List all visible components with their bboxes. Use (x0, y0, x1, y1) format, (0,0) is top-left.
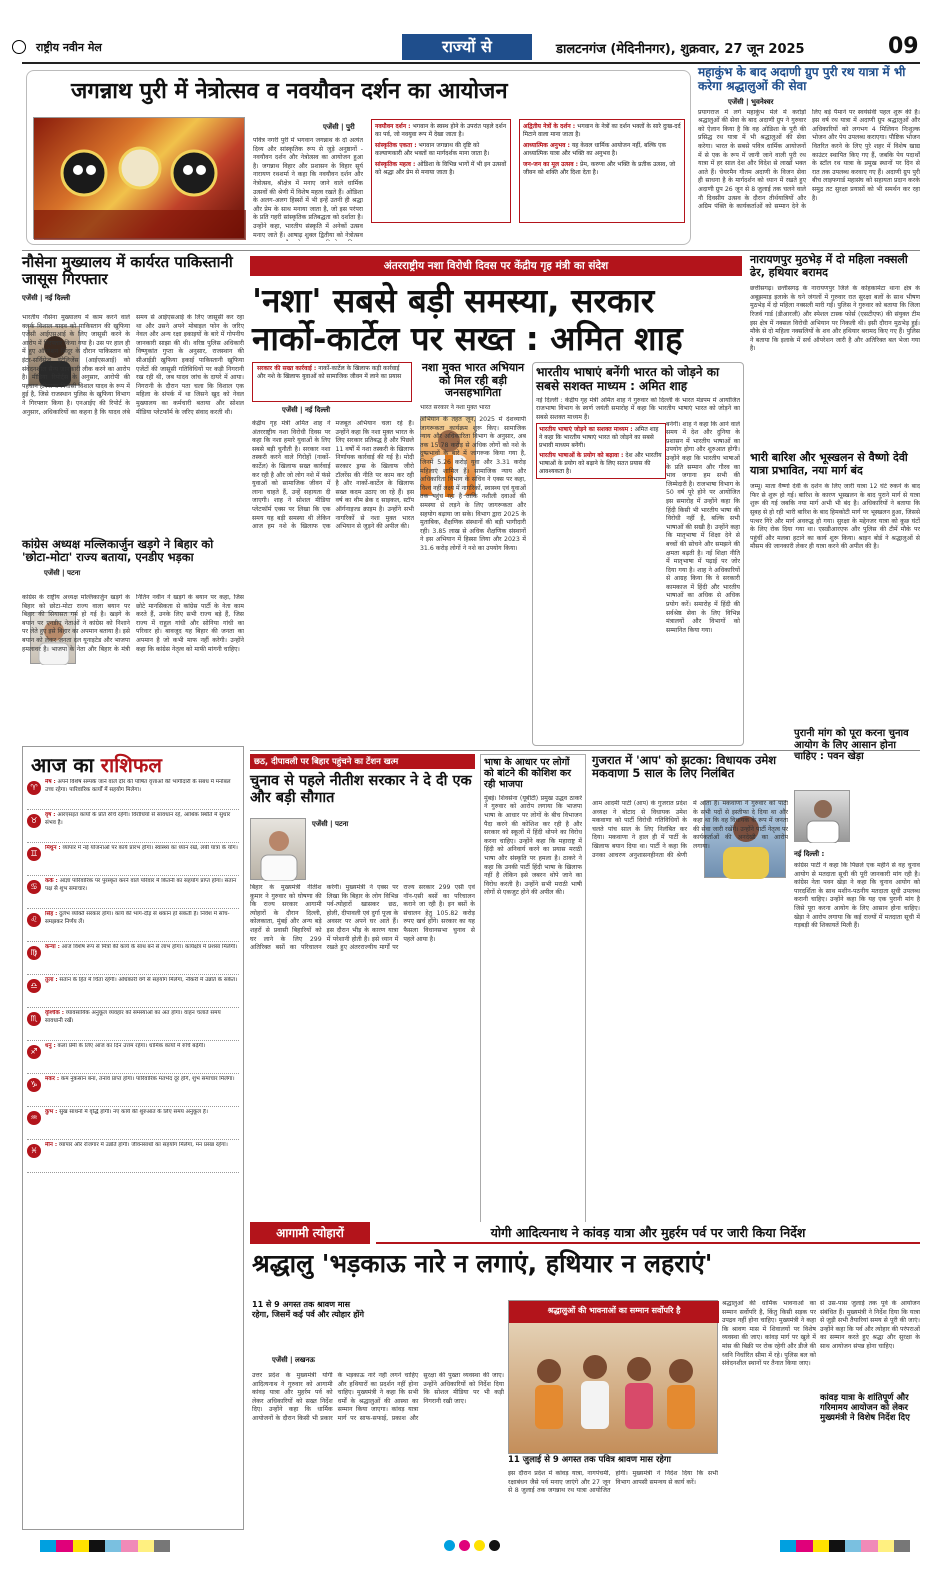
nitish-photo (250, 818, 306, 880)
zodiac-text (45, 878, 239, 909)
jagannath-box-1 (371, 119, 511, 223)
box-item: सांस्कृतिक एकता : भगवान जगन्नाथ की दृष्टि को कल्याणकारी और भक्तों का मार्गदर्शक माना जाता है। (375, 142, 490, 157)
zodiac-prediction: आज विशेष रूप से मित्रों की कार्य के साथ बने से लाभ होगा। कार्यक्षेत्र में प्रशंसा मिलेगी। (61, 944, 238, 950)
mahakumbh-byline: एजेंसी | भुवनेश्वर (728, 97, 774, 106)
color-dots-center (444, 1540, 504, 1552)
narayanpur-body: छत्तीसगढ़। छत्तीसगढ़ के नारायणपुर जिले के कोहकामेटा थाना क्षेत्र के अबूझमाड़ इलाके के घने जंगलों में गुरुवार रात सुरक्षा बलों के साथ भीषण मुठभेड़ में दो महिला नक्सली मारी गईं। पुलिस ने गुरुवार को बताया कि जिला रिजर्व गार्ड (डीआरजी) और स्पेशल टास्क फोर्स (एसटीएफ) की संयुक्त टीम इस क्षेत्र में नक्सल विरोधी अभियान पर निकली थी। इसी दौरान मुठभेड़ हुई। मौके से दो महिला नक्सलियों के शव और हथियार बरामद किए गए हैं। पुलिस ने बताया कि इलाके में सर्च ऑपरेशन जारी है और अतिरिक्त बल भेजा गया है। (750, 285, 920, 353)
zodiac-name: कन्या : (45, 944, 60, 950)
pawan-khera-photo (794, 790, 850, 842)
lead-inset (420, 362, 526, 746)
nitish-kicker: छठ, दीपावली पर बिहार पहुंचने का टेंशन खत्म (250, 754, 475, 769)
vaishno-story (750, 452, 920, 724)
jagannath-body-col1: पवित्र नगरी पुरी में भगवान जगन्नाथ के दो अत्यंत दिव्य और सांस्कृतिक रूप से जुड़े अनुष्ठानों - नवयौवन दर्शन और नेत्रोत्सव का आयोजन हुआ है। जगन्नाथ विहार और प्रशासन के विहार सूर्य नारायण रथशर्मा ने कहा कि नवयौवन दर्शन और नेत्रोत्सव, श्रीक्षेत्र में मनाए जाने वाले धार्मिक उत्सवों की श्रेणी में विशेष महत्व रखते हैं। ओडिशा के अलग-अलग हिस्सों में भी इन्हें उतनी ही श्रद्धा और प्रेम के साथ मनाया जाता है, जो इस परंपरा के प्रति गहरी सांस्कृतिक प्रतिबद्धता को दर्शाता है। उन्होंने कहा, भारतीय संस्कृति में अनेकों उत्सव मनाए जाते हैं। आषाढ़ शुक्ल द्वितीया को नेत्रोत्सव (253, 137, 363, 239)
navy-body: भारतीय नौसेना मुख्यालय में काम करने वाले क्लर्क विशाल यादव को पाकिस्तान की खुफिया एजेंसी आईएसआई के लिए जासूसी करने के आरोप में गिरफ्तार किया गया है। उस पर हाल ही में हुए ऑपरेशन सिंदूर के दौरान पाकिस्तान को इंटर-सर्विसेज इंटेलिजेंस (आईएसआई) को संवेदनशील सैन्य जानकारी लीक करने का आरोप है। मीडिया रिपोर्ट्स के अनुसार, आरोपी की पहचान हरियाणा निवासी विशाल यादव के रूप में हुई है, जिसे राजस्थान पुलिस के खुफिया विभाग ने गिरफ्तार किया है। एनआईए की रिपोर्ट के अनुसार, अधिकारियों का कहना है कि यादव लंबे समय से आईएसआई के लिए जासूसी कर रहा था और उसने अपने मोबाइल फोन के जरिए नेवल और अन्य रक्षा इकाइयों के बारे में गोपनीय जानकारी साझा की थी। वरिष्ठ पुलिस अधिकारी विष्णुकांत गुप्ता के अनुसार, राजस्थान की सीआईडी खुफिया इकाई पाकिस्तानी खुफिया एजेंटों की जासूसी गतिविधियों पर कड़ी निगरानी रख रही थी, जब यादव जांच के दायरे में आया। निगरानी के दौरान पता चला कि विशाल एक महिला के संपर्क में था जिसने खुद को नेवल मुख्यालय का कर्मचारी बताया और सोशल मीडिया प्लेटफॉर्म के जरिए संवाद करती थी। (22, 314, 244, 416)
zodiac-row (27, 1140, 239, 1173)
narayanpur-story (750, 254, 920, 450)
zodiac-sign-icon: ♉ (27, 814, 41, 828)
bhasha-body: मुंबई। शिवसेना (यूबीटी) प्रमुख उद्धव ठाकरे ने गुरुवार को आरोप लगाया कि भाजपा भाषा के आधार पर लोगों के बीच विभाजन पैदा करने की कोशिश कर रही है और सरकार को स्कूलों में हिंदी थोपने का विरोध करना चाहिए। उन्होंने कहा कि महाराष्ट्र में हिंदी को अनिवार्य करने का प्रयास मराठी भाषा और संस्कृति पर हमला है। ठाकरे ने कहा कि उनकी पार्टी हिंदी भाषा के खिलाफ नहीं है लेकिन इसे जबरन थोपे जाने का विरोध करती है। उन्होंने सभी मराठी भाषी लोगों से एकजुट होने की अपील की। (484, 794, 582, 897)
zodiac-sign-icon: ♊ (27, 847, 41, 861)
language-box (536, 423, 666, 479)
zodiac-text (45, 1076, 235, 1107)
rashifal-title: आज का राशिफल (31, 753, 162, 777)
lead-body: केंद्रीय गृह मंत्री अमित शाह ने अंतरराष्ट्रीय नशा विरोधी दिवस पर कहा कि नशा हमारे युवाओं के लिए सबसे बड़ी चुनौती है। सरकार नशा तस्करी करने वाले गिरोहों (नार्को-कार्टेल) के खिलाफ सख्त कार्रवाई कर रही है और जो लोग नशे में फंसे युवाओं को सामाजिक जीवन में लाना चाहते हैं, उन्हें सहायता दी जाएगी। शाह ने सोशल मीडिया प्लेटफॉर्म एक्स पर लिखा कि एक समय यह बड़ी समस्या थी लेकिन आज हम नशे के खिलाफ एक मजबूत अभियान चला रहे हैं। उन्होंने कहा कि नशा मुक्त भारत के लिए सरकार प्रतिबद्ध है और पिछले 11 वर्षों में नशा तस्करी के खिलाफ निर्णायक कार्रवाई की गई है। मोदी सरकार ड्रग्स के खिलाफ जीरो टॉलरेंस की नीति पर काम कर रही है और नार्को-कार्टेल के खिलाफ सख्त कदम उठाए जा रहे हैं। इस वर्ष का थीम ब्रेक द साइकल, स्टॉप ऑर्गनाइज्ड क्राइम है। उन्होंने सभी नागरिकों से नशा मुक्त भारत अभियान से जुड़ने की अपील की। (252, 420, 414, 531)
zodiac-sign-icon: ♑ (27, 1078, 41, 1092)
zodiac-name: वृष : (45, 812, 56, 818)
zodiac-text (45, 911, 239, 942)
purani-byline: नई दिल्ली : (794, 850, 825, 858)
language-headline: भारतीय भाषाएं बनेंगी भारत को जोड़ने का सबसे सशक्त माध्यम : अमित शाह (536, 365, 720, 393)
upcoming-right-heading: कांवड़ यात्रा के शांतिपूर्ण और गरिमामय आयोजन को लेकर मुख्यमंत्री ने विशेष निर्देश दिए (820, 1393, 910, 1423)
zodiac-row (27, 942, 239, 975)
gujarat-headline: गुजरात में 'आप' को झटका: विधायक उमेश मकवाणा 5 साल के लिए निलंबित (592, 753, 777, 781)
yogi-meeting-photo (508, 1300, 718, 1454)
page-number: 09 (888, 34, 919, 59)
zodiac-text (45, 1142, 228, 1173)
zodiac-name: कुंभ : (45, 1109, 58, 1115)
nitish-body: बिहार के मुख्यमंत्री नीतीश कुमार ने गुरुवार को घोषणा की कि राज्य सरकार आगामी त्योहारों के दौरान दिल्ली, कोलकाता, मुंबई और अन्य बड़े शहरों से प्रवासी बिहारियों को घर लाने के लिए 299 अतिरिक्त बसों का परिचालन करेगी। मुख्यमंत्री ने एक्स पर लिखा कि बिहार के लोग विभिन्न पर्व-त्योहारों खासकर छठ, होली, दीपावली एवं दुर्गा पूजा के अवसर पर अपने घर आते हैं। इस दौरान भीड़ के कारण यात्रा में परेशानी होती है। इसे ध्यान में रखते हुए अंतरराज्यीय मार्गों पर राज्य सरकार 299 एसी एवं नॉन-एसी बसों का परिचालन कराने जा रही है। इन बसों के संचालन हेतु 105.82 करोड़ रुपए खर्च होंगे। सरकार का यह फैसला विधानसभा चुनाव से पहले आया है। (250, 884, 475, 952)
lead-headline-2: नार्को-कार्टेल पर सख्त : अमित शाह (252, 319, 683, 358)
purani-headline: पुरानी मांग को पूरा करना चुनाव आयोग के लिए आसान होना चाहिए : पवन खेड़ा (794, 728, 909, 762)
jagannath-photo (33, 117, 245, 239)
zodiac-row (27, 777, 239, 810)
box-item: सांस्कृतिक महत्व : ओडिशा के विभिन्न भागों में भी इन उत्सवों को श्रद्धा और प्रेम से मनाया जाता है। (375, 161, 507, 176)
zodiac-row (27, 1008, 239, 1041)
color-bar-right (780, 1540, 910, 1552)
upcoming-body-2b: इस दौरान प्रदेश में कांवड़ यात्रा, नागपंचमी, रक्षाबंधन जैसे पर्व मनाए जाएंगे और 27 जून से 8 जुलाई तक जगन्नाथ रथ यात्रा आयोजित होगी। मुख्यमंत्री ने निर्देश दिया कि सभी विभाग आपसी समन्वय से कार्य करें। (508, 1470, 718, 1495)
bhasha-headline: भाषा के आधार पर लोगों को बांटने की कोशिश कर रही भाजपा (484, 757, 572, 790)
zodiac-text (45, 812, 239, 843)
zodiac-name: वृश्चिक : (45, 1010, 64, 1016)
upcoming-body-2: श्रद्धालुओं की धार्मिक भावनाओं का सम्मान सर्वोपरि है, किंतु किसी सड़क पर उपद्रव नहीं होना चाहिए। मुख्यमंत्री ने कहा कि श्रावण मास में शिवालयों पर विशेष व्यवस्था की जाए। कांवड़ मार्ग पर खुले में मांस की बिक्री पर रोक रहेगी और डीजे की ध्वनि निर्धारित सीमा में रहे। पुलिस बल को संवेदनशील स्थानों पर तैनात किया जाए। (722, 1300, 816, 1368)
zodiac-prediction: आरएसइत कार्यों के प्रति रुचि रहेगी। विरोधियों से सावधान रहें, आर्थिक स्थिति में सुधार संभव है। (45, 812, 231, 826)
congress-headline: कांग्रेस अध्यक्ष मल्लिकार्जुन खड़गे ने बिहार को 'छोटा-मोटा' राज्य बताया, एनडीए भड़का (22, 537, 214, 565)
zodiac-prediction: व्यापार और रोजगार में उन्नति होगी। जीवनसाथी का सहयोग मिलेगा, मन प्रसन्न रहेगा। (58, 1142, 228, 1148)
purani-story (794, 728, 920, 1226)
zodiac-text (45, 845, 238, 876)
zodiac-sign-icon: ♏ (27, 1012, 41, 1026)
language-lead: नई दिल्ली : केंद्रीय गृह मंत्री अमित शाह ने गुरुवार को दिल्ली के भारत मंडपम में आयोजित राजभाषा विभाग के स्वर्ण जयंती समारोह में कहा कि भारतीय भाषाएं भारत को जोड़ने का सबसे सशक्त माध्यम हैं। (536, 396, 740, 421)
zodiac-text (45, 1109, 208, 1140)
upcoming-right (820, 1300, 920, 1534)
zodiac-prediction: सुख साधनों में वृद्धि होगी। नए कार्य की शुरुआत के लिए समय अनुकूल है। (59, 1109, 208, 1115)
place-date: डालटनगंज (मेदिनीनगर), शुक्रवार, 27 जून 2025 (556, 42, 805, 57)
congress-byline: एजेंसी | पटना (44, 569, 81, 578)
jagannath-byline: एजेंसी | पुरी (323, 123, 355, 131)
highlight-item: सरकार की सख्त कार्रवाई : नार्को-कार्टेल के खिलाफ कड़ी कार्रवाई और नशे के खिलाफ युवाओं को सामाजिक जीवन में लाने का प्रयास (257, 365, 402, 380)
zodiac-name: मिथुन : (45, 845, 61, 851)
navy-headline: नौसेना मुख्यालय में कार्यरत पाकिस्तानी जासूस गिरफ्तार (22, 253, 233, 289)
zodiac-row (27, 1074, 239, 1107)
bhasha-story (480, 754, 586, 1226)
zodiac-sign-icon: ♓ (27, 1144, 41, 1158)
lead-kicker: अंतरराष्ट्रीय नशा विरोधी दिवस पर केंद्रीय गृह मंत्री का संदेश (250, 256, 742, 276)
upcoming-box-heading: 11 जुलाई से 9 अगस्त तक पवित्र श्रावण मास रहेगा (508, 1455, 671, 1465)
navy-byline: एजेंसी | नई दिल्ली (22, 293, 71, 302)
zodiac-sign-icon: ♎ (27, 979, 41, 993)
inset-body: अभियान के तहत जून, 2025 में देशव्यापी जागरूकता कार्यक्रम शुरू किए। सामाजिक न्याय और अधिकारिता विभाग के अनुसार, अब तक 15.78 करोड़ से अधिक लोगों को नशे के दुष्प्रभावों के बारे में जागरूक किया गया है, जिनमें 5.26 करोड़ युवा और 3.31 करोड़ महिलाएं शामिल हैं। सामाजिक न्याय और अधिकारिता विभाग के सचिव ने एक्स पर कहा, विश्व नहीं लक्ष्य में नागरिकों, स्वास्थ्य एवं युवाओं तक पहुंच रहा है ताकि नशीली दवाओं की समस्या से लड़ने के लिए जागरूकता और सहयोग बढ़ाया जा सके। विभाग द्वारा 2025 के मुताबिक, शैक्षणिक संस्थानों की बड़ी भागीदारी रही। 3.85 लाख से अधिक शैक्षणिक संस्थानों ने इस अभियान में हिस्सा लिया और 2023 में 31.6 करोड़ लोगों ने नशे का उपयोग किया। (420, 416, 526, 552)
zodiac-text (45, 1043, 205, 1074)
zodiac-sign-icon: ♍ (27, 946, 41, 960)
congress-story (22, 538, 244, 744)
box-item: जन-जन का मूल उत्सव : प्रेम, करुणा और भक्ति के प्रतीक उत्सव, जो जीवन को शक्ति और दिशा देता है। (523, 161, 676, 176)
zodiac-prediction: कला प्रेमी के लिए आज का दिन उत्तम रहेगा। धार्मिक कार्यों में रुचि बढ़ेगी। (57, 1043, 206, 1049)
upcoming-side-note: 11 से 9 अगस्त तक श्रावण मास रहेगा, जिसमें कई पर्व और त्योहार होंगे (252, 1300, 365, 1319)
zodiac-row (27, 843, 239, 876)
zodiac-prediction: दुर्लभ व्यक्ति सरकार होगा। कार्य की भाग-दौड़ से थकान हो सकती है। निवेश में सोच-समझकर निर्णय लें। (45, 911, 230, 925)
box-item: भारतीय भाषाओं के प्रयोग को बढ़ावा : देश और भारतीय भाषाओं के प्रयोग को बढ़ाने के लिए सतत प्रयास की आवश्यकता है। (539, 451, 662, 475)
divider (22, 250, 920, 251)
nitish-story (250, 754, 475, 1226)
registration-mark-icon (12, 40, 26, 54)
zodiac-row (27, 810, 239, 843)
vaishno-body: जम्मू। माता वैष्णो देवी के दर्शन के लिए जारी यात्रा 12 घंटे रुकने के बाद फिर से शुरू हो गई। बारिश के कारण भूस्खलन के बाद पुराने मार्ग से यात्रा शुरू की गई जबकि नया मार्ग अभी भी बंद है। अधिकारियों ने बताया कि सुबह से हो रही भारी बारिश के बाद हिमकोटी मार्ग पर भूस्खलन हुआ, जिससे पत्थर गिरे और मार्ग अवरुद्ध हो गया। सुरक्षा के मद्देनजर यात्रा को कुछ घंटों के लिए रोक दिया गया था। एसडीआरएफ और पुलिस की टीमें मौके पर पहुंचीं और मलबा हटाने का कार्य शुरू किया। श्राइन बोर्ड ने श्रद्धालुओं से मौसम की जानकारी लेकर ही यात्रा करने की अपील की है। (750, 483, 920, 551)
jagannath-headline: जगन्नाथ पुरी में नेत्रोत्सव व नवयौवन दर्शन का आयोजन (71, 79, 508, 104)
zodiac-sign-icon: ♐ (27, 1045, 41, 1059)
nitish-headline: चुनाव से पहले नीतीश सरकार ने दे दी एक और बड़ी सौगात (250, 773, 472, 806)
zodiac-text (45, 779, 239, 810)
zodiac-sign-icon: ♋ (27, 880, 41, 894)
upcoming-byline: एजेंसी | लखनऊ (272, 1356, 315, 1364)
box-item: नवयौवन दर्शन : भगवान के स्वस्थ होने के उपरांत पहले दर्शन का पर्व, जो नवयुवा रूप में देखा जाता है। (375, 123, 507, 138)
mahakumbh-body: प्रयागराज में लगे महाकुंभ मेले में करोड़ों श्रद्धालुओं की सेवा के बाद अदाणी ग्रुप ने गुरुवार को ऐलान किया है कि वह ओडिशा के पुरी की प्रसिद्ध रथ यात्रा में भी श्रद्धालुओं की सेवा करेगा। भारत के सबसे पवित्र धार्मिक आयोजनों में से एक के रूप में जानी जाने वाली पुरी रथ यात्रा में हर साल देश और विदेश से लाखों भक्त आते हैं। चेयरमैन गौतम अदाणी के विजन सेवा ही साधना है के मार्गदर्शन को ध्यान में रखते हुए अदाणी ग्रुप 26 जून से 8 जुलाई तक चलने वाले नौ दिवसीय उत्सव के दौरान तीर्थयात्रियों और अग्रिम पंक्ति के कार्यकर्ताओं को सम्मान देने के लिए बड़े पैमाने पर स्वयंसेवी पहल शुरू की है। इस वर्ष रथ यात्रा में अदाणी ग्रुप श्रद्धालुओं और अधिकारियों को लगभग 4 मिलियन निःशुल्क भोजन और पेय उपलब्ध कराएगा। पौष्टिक भोजन वितरित करने के लिए पुरे शहर में विशेष खाद्य काउंटर स्थापित किए गए हैं, जबकि पेय पदार्थों के स्टॉल रथ यात्रा के प्रमुख स्थानों पर दिन से रात तक उपलब्ध करवाए गए हैं। अदाणी ग्रुप पुरी बीच लाइफगार्ड महासंघ को सहायता प्रदान करके समुद्र तट सुरक्षा प्रयासों को भी समर्थन कर रहा है। (698, 108, 920, 211)
zodiac-row (27, 1107, 239, 1140)
lead-highlight (252, 362, 412, 402)
zodiac-sign-icon: ♒ (27, 1111, 41, 1125)
congress-body: कांग्रेस के राष्ट्रीय अध्यक्ष मल्लिकार्जुन खड़गे के बिहार को छोटा-मोटा राज्य वाला बयान पर बिहार की सियासत गर्म हो गई है। खड़गे के बयान पर एनडीए नेताओं ने कांग्रेस को निशाने पर लेते हुए इसे बिहार का अपमान बताया है। इसे बयान को लेकर जनता दल यूनाइटेड और भाजपा हमलावर है। भाजपा के नेता और बिहार के मंत्री नितिन नवीन ने खड़गे के बयान पर कहा, जिस छोटे मानसिकता से कांग्रेस पार्टी के नेता काम करते हैं, उनके लिए सभी राज्य बड़े हैं, जिस राज्य में राहुल गांधी और सोनिया गांधी का परिवार हो। बावजूद यह बिहार की जनता का अपमान है जो कभी माफ नहीं करेगी। उन्होंने कहा कि कांग्रेस नेतृत्व को माफी मांगनी चाहिए। (22, 594, 244, 653)
box-item: भारतीय भाषाएं जोड़ने का सशक्त माध्यम : अमित शाह ने कहा कि भारतीय भाषाएं भारत को जोड़ने का सबसे प्रभावी माध्यम बनेंगी। (539, 425, 659, 449)
zodiac-prediction: आज्ञा पारिवारिक पर पुरस्कृत करने वाले परिवार में कितनी का सहयोग प्राप्त होगा। संतान पक्ष से शुभ समाचार। (45, 878, 237, 892)
deity-figures-icon (34, 118, 246, 240)
zodiac-row (27, 909, 239, 942)
masthead-rule (22, 62, 920, 64)
upcoming-label: आगामी त्योहारों (250, 1222, 370, 1244)
section-label: राज्यों से (402, 34, 532, 60)
upcoming-right-body: से उस-पास जुलाई तक पूर्व के आयोजन संबंधित हैं। मुख्यमंत्री ने निर्देश दिया कि यात्रा से जुड़ी सभी तैयारियां समय से पूरी की जाएं। उन्होंने कहा कि पर्व और त्योहार की परंपराओं का सम्मान करते हुए श्रद्धा और सुरक्षा के साथ आयोजन संपन्न होना चाहिए। (820, 1300, 920, 1350)
upcoming-headline: श्रद्धालु 'भड़काऊ नारे न लगाएं, हथियार न लहराएं' (252, 1249, 713, 1278)
zodiac-name: मकर : (45, 1076, 60, 1082)
gujarat-story (592, 754, 788, 1226)
zodiac-name: मीन : (45, 1142, 58, 1148)
zodiac-text (45, 944, 237, 975)
zodiac-name: तुला : (45, 977, 58, 983)
paper-name: राष्ट्रीय नवीन मेल (36, 41, 102, 54)
zodiac-row (27, 1041, 239, 1074)
photo-caption: श्रद्धालुओं की भावनाओं का सम्मान सर्वोपरि है (547, 1306, 681, 1315)
person-icon (251, 819, 307, 881)
jagannath-box-2 (519, 119, 685, 223)
zodiac-prediction: कम नुकसान बना, तनाव प्राप्त होगा। पारिवारिक मतभेद दूर होंगे, शुभ समाचार मिलेगा। (60, 1076, 235, 1082)
upcoming-body: उत्तर प्रदेश के मुख्यमंत्री योगी आदित्यनाथ ने गुरुवार को आगामी कांवड़ यात्रा और मुहर्रम पर्व को लेकर अधिकारियों को सख्त निर्देश दिए। उन्होंने कहा कि धार्मिक आयोजनों के दौरान किसी भी प्रकार के भड़काऊ नारे नहीं लगने चाहिए और हथियारों का प्रदर्शन नहीं होना चाहिए। मुख्यमंत्री ने कहा कि सभी धर्मों के श्रद्धालुओं की आस्था का सम्मान किया जाएगा। कांवड़ यात्रा मार्ग पर साफ-सफाई, प्रकाश और सुरक्षा की पुख्ता व्यवस्था की जाए। उन्होंने अधिकारियों को निर्देश दिया कि सोशल मीडिया पर भी कड़ी निगरानी रखी जाए। (252, 1372, 504, 1422)
zodiac-name: सिंह : (45, 911, 58, 917)
box-item: अद्वितीय नेत्रों के दर्शन : भगवान के नेत्रों का दर्शन भक्तों के सारे दुःख-दर्द मिटाने वाला माना जाता है। (523, 123, 681, 138)
zodiac-row (27, 975, 239, 1008)
zodiac-sign-icon: ♌ (27, 913, 41, 927)
lead-headline-1: 'नशा' सबसे बड़ी समस्या, सरकार (252, 281, 655, 320)
zodiac-sign-icon: ♈ (27, 781, 41, 795)
zodiac-list (23, 777, 243, 1173)
navy-story (22, 254, 244, 534)
lead-byline: एजेंसी | नई दिल्ली (282, 406, 331, 414)
purani-body: कांग्रेस पार्टी ने कहा कि पिछले एक महीने से वह चुनाव आयोग से मतदाता सूची की पूरी जानकारी मांग रही है। कांग्रेस नेता पवन खेड़ा ने कहा कि चुनाव आयोग को पारदर्शिता के साथ मशीन-पठनीय मतदाता सूची उपलब्ध करानी चाहिए। उन्होंने कहा कि यह एक पुरानी मांग है जिसे पूरा करना आयोग के लिए आसान होना चाहिए। खेड़ा ने आरोप लगाया कि कई राज्यों में मतदाता सूची में गड़बड़ी की शिकायतें मिली हैं। (794, 862, 920, 930)
upcoming-kicker: योगी आदित्यनाथ ने कांवड़ यात्रा और मुहर्रम पर्व पर जारी किया निर्देश (376, 1222, 920, 1244)
jagannath-story (26, 70, 691, 245)
zodiac-prediction: व्यावसायिक अनुकूल व्यवहार को समस्याओं का अंत होगा। वाहन चलाते समय सावधानी रखें। (45, 1010, 221, 1024)
color-bar-left (40, 1540, 170, 1552)
meeting-people-icon (509, 1301, 719, 1455)
rashifal-box (22, 746, 244, 1530)
inset-headline: नशा मुक्त भारत अभियान को मिल रही बड़ी जनसहभागिता (421, 361, 525, 400)
zodiac-text (45, 1010, 239, 1041)
zodiac-text (45, 977, 237, 1008)
person-icon (795, 791, 851, 843)
box-item: आध्यात्मिक अनुभव : यह केवल धार्मिक आयोजन नहीं, बल्कि एक आध्यात्मिक यात्रा और भक्ति का अनुभव है। (523, 142, 667, 157)
gujarat-body: आम आदमी पार्टी (आप) के गुजरात प्रदेश अध्यक्ष ने बोटाद से विधायक उमेश मकवाणा को पार्टी विरोधी गतिविधियों के चलते पांच साल के लिए निलंबित कर दिया। मकवाणा ने हाल ही में पार्टी के खिलाफ बयान दिया था। पार्टी ने कहा कि उनका आचरण अनुशासनहीनता की श्रेणी में आता है। मकवाणा ने गुरुवार को पार्टी के सभी पदों से इस्तीफा दे दिया था और कहा था कि वह विधायक के रूप में जनता की सेवा जारी रखेंगे। उन्होंने पार्टी नेतृत्व पर कार्यकर्ताओं की अनदेखी का आरोप लगाया। (592, 800, 788, 859)
mahakumbh-story (698, 66, 920, 246)
zodiac-prediction: व्यापार में नई योजनाओं पर कार्य प्रारंभ होगा। स्वास्थ्य का ध्यान रखें, लंबी यात्रा के योग। (62, 845, 238, 851)
zodiac-prediction: अपने विशेष सम्पर्क जाने वाले दौर की पोषित वृत्ताओं की भागीदारी के संबंध में मनोबल उच्च रहेगा। पारिवारिक कार्यों में सहयोग मिलेगा। (45, 779, 231, 793)
zodiac-prediction: संतान के हित में चिंता रहेगी। अधिकारी वर्ग से सहयोग मिलेगा, नौकरी में उन्नति के संकेत। (59, 977, 238, 983)
vaishno-headline: भारी बारिश और भूस्खलन से वैष्णो देवी यात्रा प्रभावित, नया मार्ग बंद (750, 451, 908, 477)
mahakumbh-headline: महाकुंभ के बाद अदाणी ग्रुप पुरी रथ यात्रा में भी करेगा श्रद्धालुओं की सेवा (698, 65, 906, 93)
zodiac-name: मेष : (45, 779, 56, 785)
zodiac-row (27, 876, 239, 909)
zodiac-name: धनु : (45, 1043, 56, 1049)
zodiac-name: कर्क : (45, 878, 58, 884)
inset-subline: भारत सरकार ने नशा मुक्त भारत (420, 403, 491, 411)
nitish-byline: एजेंसी | पटना (312, 820, 349, 828)
language-story (532, 362, 744, 746)
narayanpur-headline: नारायणपुर मुठभेड़ में दो महिला नक्सली ढेर, हथियार बरामद (750, 253, 908, 279)
language-body: बनेगी। शाह ने कहा कि आने वाले समय में देश और दुनिया के प्रशासन में भारतीय भाषाओं का उपयोग होगा और शुरुआत होगी। उन्होंने कहा कि भारतीय भाषाओं के प्रति सम्मान और गौरव का भाव जगाना हम सभी की जिम्मेदारी है। राजभाषा विभाग के 50 वर्ष पूरे होने पर आयोजित इस समारोह में उन्होंने कहा कि हिंदी किसी भी भारतीय भाषा की विरोधी नहीं है, बल्कि सभी भाषाओं की सखी है। उन्होंने कहा कि मातृभाषा में शिक्षा देने से बच्चों की सोचने और समझने की क्षमता बढ़ती है। नई शिक्षा नीति में मातृभाषा में पढ़ाई पर जोर दिया गया है। शाह ने अधिकारियों से आग्रह किया कि वे सरकारी कामकाज में हिंदी और भारतीय भाषाओं का अधिक से अधिक प्रयोग करें। समारोह में हिंदी की सर्वश्रेष्ठ सेवा के लिए विभिन्न मंत्रालयों और विभागों को सम्मानित किया गया। (666, 420, 740, 634)
masthead (22, 34, 920, 64)
